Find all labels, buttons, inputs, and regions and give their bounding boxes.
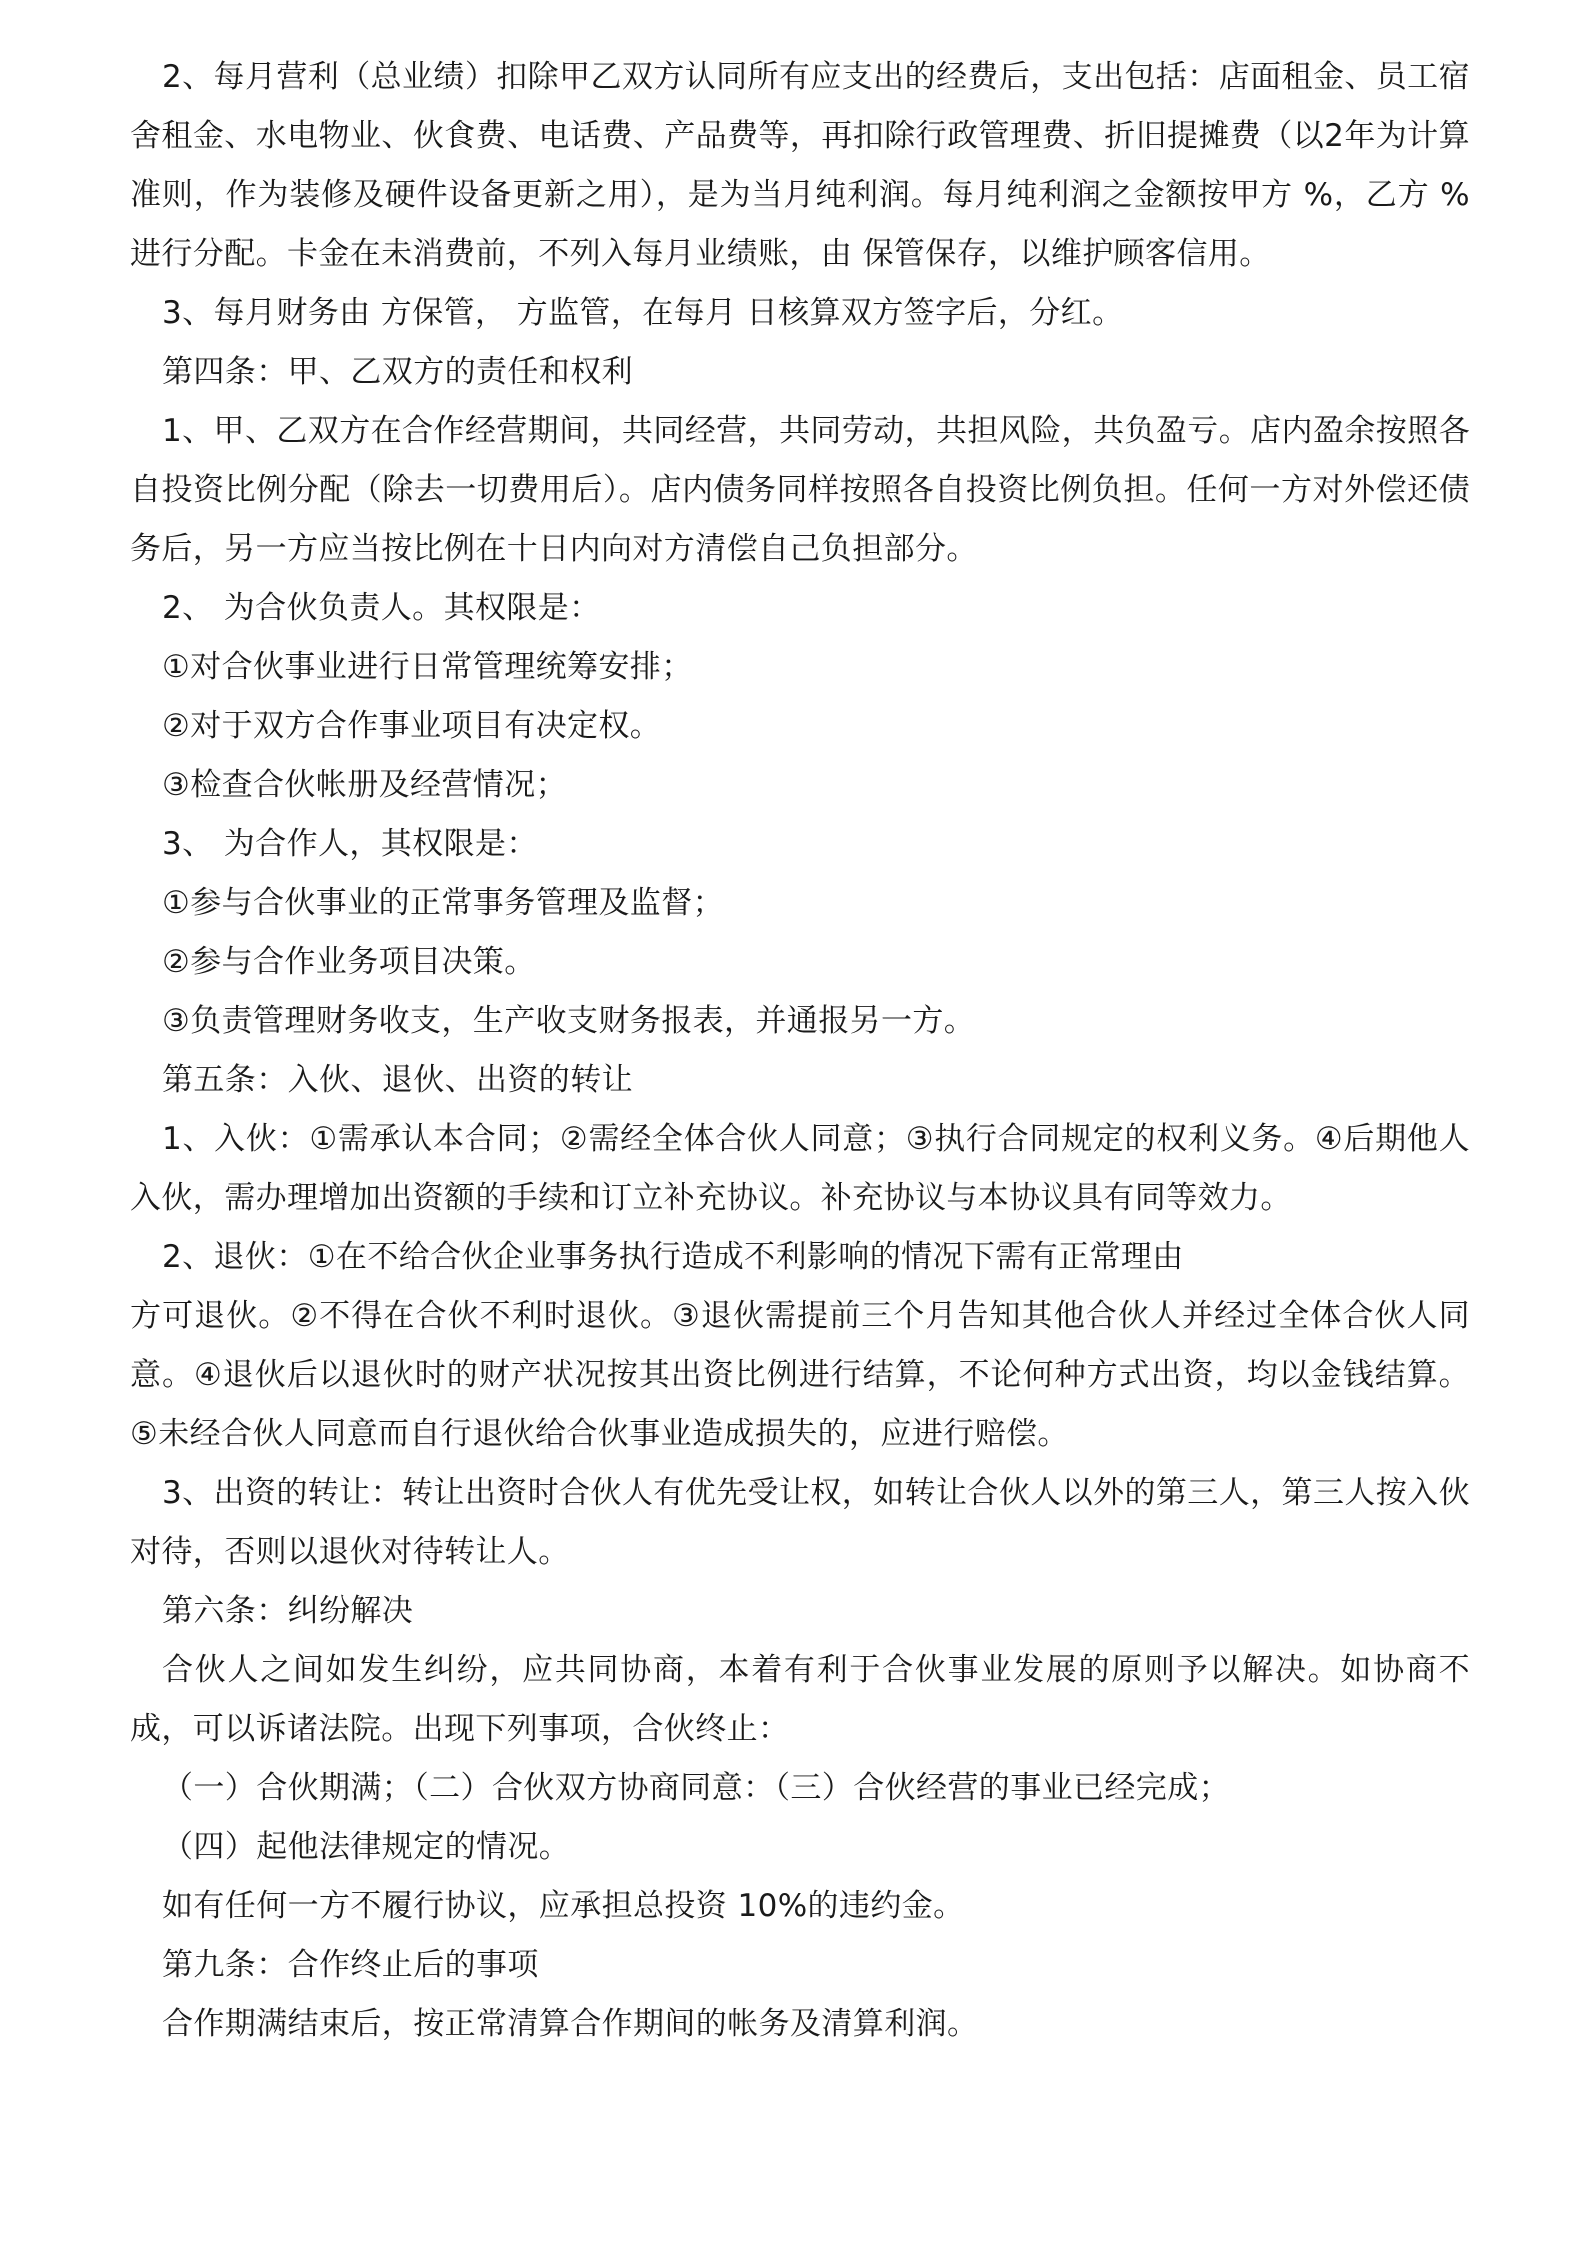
list-item-lead-2: ②对于双方合作事业项目有决定权。 (162, 708, 662, 744)
paragraph-after-termination: 合作期满结束后，按正常清算合作期间的帐务及清算利润。 (162, 2006, 979, 2042)
paragraph-partnership-lead: 2、 为合伙负责人。其权限是： (162, 590, 601, 626)
paragraph-capital-transfer: 3、出资的转让：转让出资时合伙人有优先受让权，如转让合伙人以外的第三人，第三人按入伙对待，否则以退伙对待转让人。 (130, 1475, 1470, 1570)
section-heading-9: 第九条：合作终止后的事项 (162, 1947, 539, 1983)
list-item-partner-3: ③负责管理财务收支，生产收支财务报表，并通报另一方。 (162, 1003, 976, 1039)
list-item-partner-1: ①参与合伙事业的正常事务管理及监督； (162, 885, 724, 921)
paragraph-finance-custody: 3、每月财务由 方保管， 方监管，在每月 日核算双方签字后，分红。 (162, 295, 1124, 331)
paragraph-joint-operation: 1、甲、乙双方在合作经营期间，共同经营，共同劳动，共担风险，共负盈亏。店内盈余按照各自投资比例分配（除去一切费用后）。店内债务同样按照各自投资比例负担。任何一方对外偿还债务后，另一方应当按比例在十日内向对方清偿自己负担部分。 (130, 413, 1470, 567)
section-heading-5: 第五条：入伙、退伙、出资的转让 (162, 1062, 633, 1098)
list-item-lead-1: ①对合伙事业进行日常管理统筹安排； (162, 649, 693, 685)
section-heading-6: 第六条：纠纷解决 (162, 1593, 414, 1629)
list-item-partner-2: ②参与合作业务项目决策。 (162, 944, 536, 980)
section-heading-4: 第四条：甲、乙双方的责任和权利 (162, 354, 633, 390)
paragraph-withdrawal: 2、退伙：①在不给合伙企业事务执行造成不利影响的情况下需有正常理由 (162, 1239, 1184, 1275)
paragraph-penalty: 如有任何一方不履行协议，应承担总投资 10%的违约金。 (162, 1888, 965, 1924)
paragraph-profit-distribution: 2、每月营利（总业绩）扣除甲乙双方认同所有应支出的经费后，支出包括：店面租金、员工宿舍租金、水电物业、伙食费、电话费、产品费等，再扣除行政管理费、折旧提摊费（以2年为计算准则，作为装修及硬件设备更新之用），是为当月纯利润。每月纯利润之金额按甲方 %，乙方 %进行分配。卡金在未消费前，不列入每月业绩账，由 保管保存，以维护顾客信用。 (130, 59, 1470, 272)
list-item-termination-2: （四）起他法律规定的情况。 (162, 1829, 571, 1865)
paragraph-partner: 3、 为合作人，其权限是： (162, 826, 538, 862)
paragraph-dispute: 合伙人之间如发生纠纷，应共同协商，本着有利于合伙事业发展的原则予以解决。如协商不成，可以诉诸法院。出现下列事项，合伙终止： (130, 1652, 1470, 1747)
list-item-lead-3: ③检查合伙帐册及经营情况； (162, 767, 567, 803)
paragraph-withdrawal-continued: 方可退伙。②不得在合伙不利时退伙。③退伙需提前三个月告知其他合伙人并经过全体合伙人同意。④退伙后以退伙时的财产状况按其出资比例进行结算，不论何种方式出资，均以金钱结算。⑤未经合伙人同意而自行退伙给合伙事业造成损失的，应进行赔偿。 (130, 1298, 1470, 1452)
list-item-termination-1: （一）合伙期满；（二）合伙双方协商同意：（三）合伙经营的事业已经完成； (162, 1770, 1230, 1806)
document-body (130, 48, 1470, 2054)
paragraph-joining: 1、入伙：①需承认本合同；②需经全体合伙人同意；③执行合同规定的权利义务。④后期他人入伙，需办理增加出资额的手续和订立补充协议。补充协议与本协议具有同等效力。 (130, 1121, 1470, 1216)
